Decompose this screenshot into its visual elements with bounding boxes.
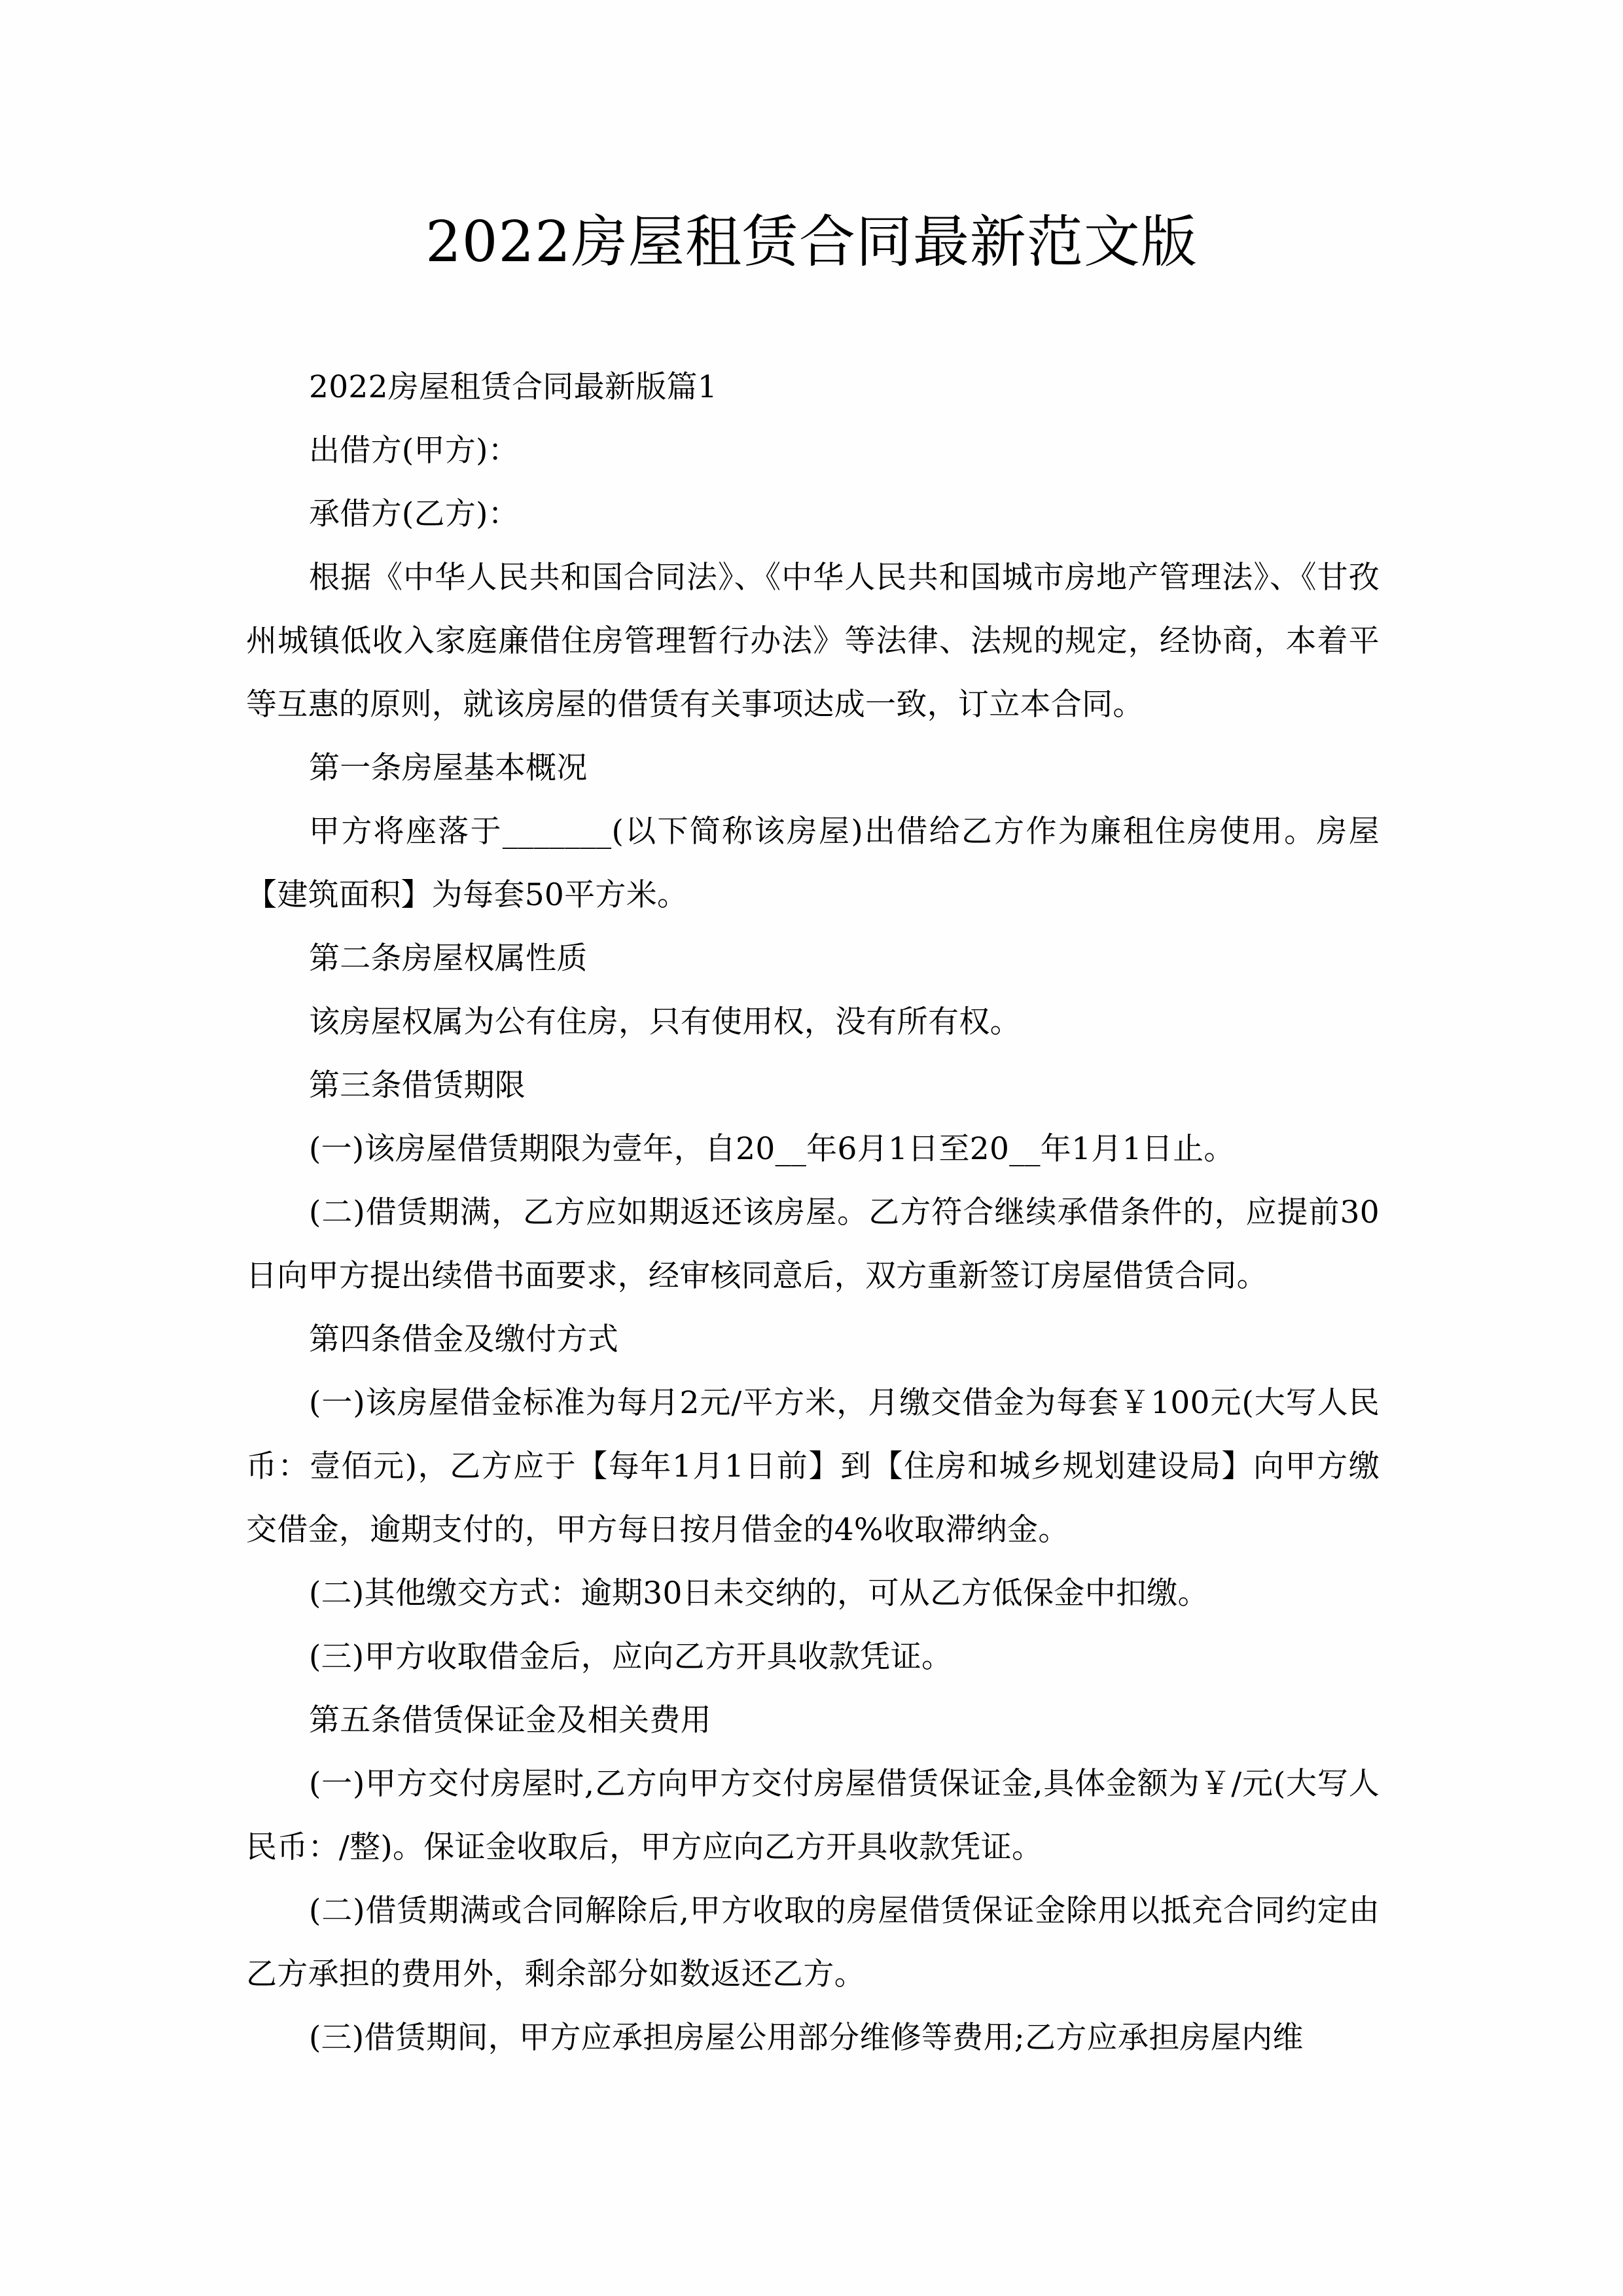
- article-5-clause-1: (一)甲方交付房屋时,乙方向甲方交付房屋借赁保证金,具体金额为￥/元(大写人民币：/整)。保证金收取后，甲方应向乙方开具收款凭证。: [246, 1766, 1380, 1865]
- article-2-heading: 第二条房屋权属性质: [309, 941, 588, 977]
- article-1-heading: 第一条房屋基本概况: [309, 750, 588, 786]
- document-title: 2022房屋租赁合同最新范文版: [425, 209, 1198, 275]
- article-5-clause-3: (三)借赁期间，甲方应承担房屋公用部分维修等费用;乙方应承担房屋内维: [309, 2020, 1304, 2056]
- article-2-body: 该房屋权属为公有住房，只有使用权，没有所有权。: [309, 1004, 1021, 1040]
- article-4-clause-2: (二)其他缴交方式：逾期30日未交纳的，可从乙方低保金中扣缴。: [309, 1575, 1209, 1611]
- document-body: [246, 355, 1380, 2070]
- article-3-heading: 第三条借赁期限: [309, 1067, 526, 1103]
- section-heading-part-1: 2022房屋租赁合同最新版篇1: [309, 369, 718, 405]
- article-5-clause-2: (二)借赁期满或合同解除后,甲方收取的房屋借赁保证金除用以抵充合同约定由乙方承担的费用外，剩余部分如数返还乙方。: [246, 1893, 1380, 1992]
- article-4-clause-3: (三)甲方收取借金后，应向乙方开具收款凭证。: [309, 1639, 953, 1675]
- article-3-clause-1: (一)该房屋借赁期限为壹年，自20__年6月1日至20__年1月1日止。: [309, 1131, 1235, 1167]
- article-5-heading: 第五条借赁保证金及相关费用: [309, 1702, 711, 1738]
- article-4-clause-1: (一)该房屋借金标准为每月2元/平方米，月缴交借金为每套￥100元(大写人民币：壹佰元)，乙方应于【每年1月1日前】到【住房和城乡规划建设局】向甲方缴交借金，逾期支付的，甲方每日按月借金的4%收取滞纳金。: [246, 1385, 1380, 1548]
- article-1-body: 甲方将座落于_______(以下简称该房屋)出借给乙方作为廉租住房使用。房屋【建筑面积】为每套50平方米。: [246, 814, 1380, 913]
- article-4-heading: 第四条借金及缴付方式: [309, 1321, 618, 1357]
- preamble-paragraph: 根据《中华人民共和国合同法》、《中华人民共和国城市房地产管理法》、《甘孜州城镇低收入家庭廉借住房管理暂行办法》等法律、法规的规定，经协商，本着平等互惠的原则，就该房屋的借赁有关事项达成一致，订立本合同。: [246, 560, 1380, 723]
- party-a-line: 出借方(甲方)：: [309, 433, 520, 469]
- party-b-line: 承借方(乙方)：: [309, 496, 520, 532]
- article-3-clause-2: (二)借赁期满，乙方应如期返还该房屋。乙方符合继续承借条件的，应提前30日向甲方提出续借书面要求，经审核同意后，双方重新签订房屋借赁合同。: [246, 1194, 1380, 1294]
